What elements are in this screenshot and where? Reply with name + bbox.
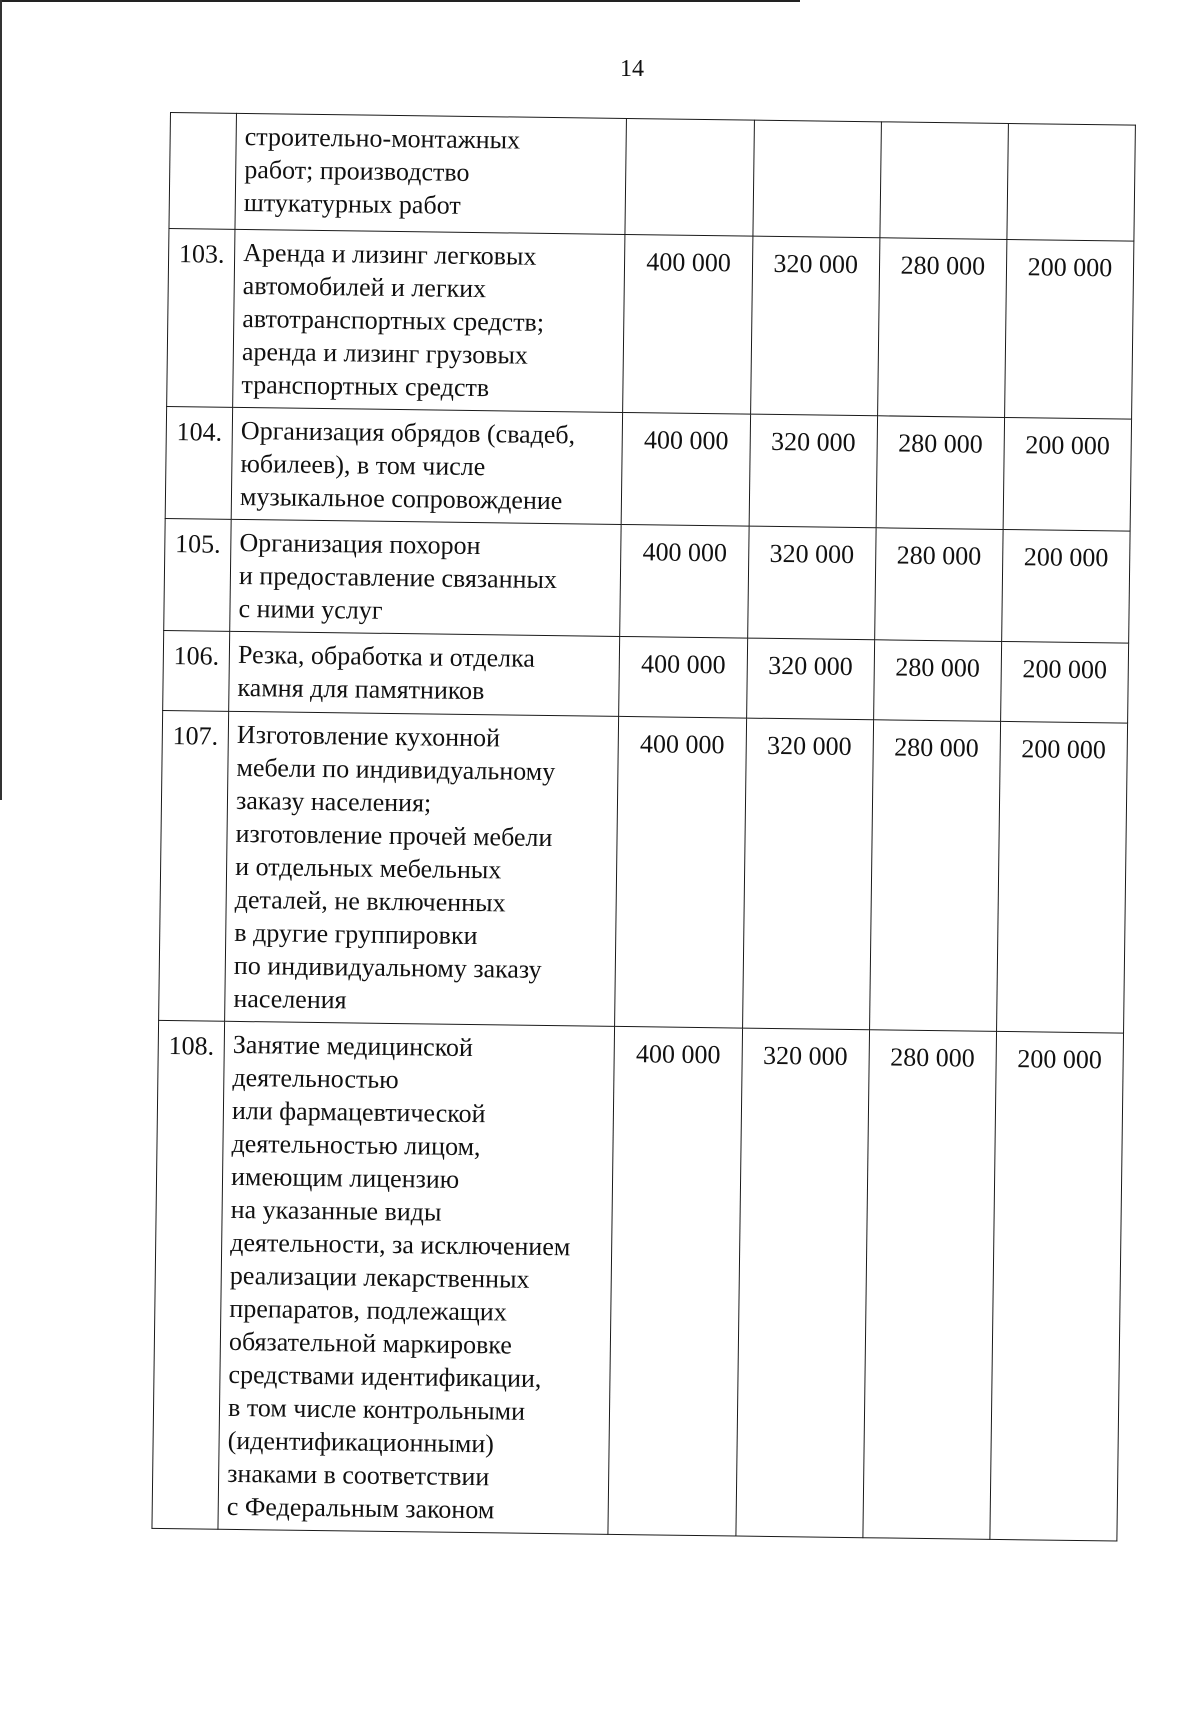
activity-description: Организация похорон и предоставление связанных с ними услуг <box>230 519 622 636</box>
row-number: 104. <box>165 406 233 519</box>
value-cell <box>753 120 882 238</box>
value-cell: 280 000 <box>876 416 1005 530</box>
row-number: 108. <box>152 1020 225 1529</box>
row-number: 103. <box>167 228 235 407</box>
table-row <box>163 630 1129 723</box>
value-cell: 320 000 <box>750 236 879 416</box>
activity-description: Организация обрядов (свадеб, юбилеев), в том числе музыкальное сопровождение <box>231 407 623 524</box>
value-cell: 200 000 <box>1000 641 1128 723</box>
table-row <box>169 113 1135 242</box>
row-number <box>169 113 237 230</box>
activity-description: Резка, обработка и отделка камня для памятников <box>229 631 620 716</box>
value-cell: 400 000 <box>619 636 747 718</box>
value-cell: 400 000 <box>620 524 749 638</box>
row-number: 107. <box>159 710 229 1021</box>
table-row <box>167 228 1134 419</box>
row-number: 105. <box>164 518 232 631</box>
value-cell: 200 000 <box>996 721 1127 1033</box>
value-cell: 280 000 <box>877 238 1006 418</box>
value-cell: 400 000 <box>622 412 751 526</box>
value-cell: 280 000 <box>863 1030 997 1540</box>
value-cell <box>625 118 754 236</box>
value-cell: 320 000 <box>742 718 873 1030</box>
value-cell: 320 000 <box>747 526 876 640</box>
activity-description: строительно-монтажных работ; производство штукатурных работ <box>235 113 627 234</box>
rates-table <box>151 112 1135 1542</box>
value-cell: 320 000 <box>746 638 874 720</box>
value-cell: 280 000 <box>869 720 1000 1032</box>
page-number: 14 <box>620 56 644 82</box>
scan-edge-left <box>0 0 2 800</box>
row-number: 106. <box>163 630 230 711</box>
activity-description: Занятие медицинской деятельностью или фармацевтической деятельностью лицом, имеющим лицензию на указанные виды деятельности, за исключением реализации лекарственных препаратов, подлежащих обязательной маркировке средствами идентификации, в том числе контрольными (идентификационными) знаками в соответствии с Федеральным законом <box>218 1021 615 1534</box>
value-cell: 280 000 <box>874 528 1003 642</box>
value-cell: 280 000 <box>873 640 1001 722</box>
table-row <box>164 518 1130 643</box>
value-cell: 400 000 <box>623 234 752 414</box>
value-cell: 400 000 <box>608 1026 742 1536</box>
value-cell: 200 000 <box>1004 239 1133 419</box>
value-cell: 320 000 <box>749 414 878 528</box>
table-row <box>152 1020 1124 1541</box>
activity-description: Аренда и лизинг легковых автомобилей и легких автотранспортных средств; аренда и лизинг грузовых транспортных средств <box>233 229 626 412</box>
rates-table-wrapper <box>151 112 1135 1542</box>
value-cell <box>880 122 1009 240</box>
activity-description: Изготовление кухонной мебели по индивидуальному заказу населения; изготовление прочей мебели и отдельных мебельных деталей, не включенных в другие группировки по индивидуальному заказу населения <box>225 711 619 1026</box>
scan-edge-top <box>0 0 800 2</box>
table-row <box>159 710 1128 1033</box>
value-cell <box>1007 123 1136 241</box>
value-cell: 200 000 <box>990 1031 1124 1541</box>
value-cell: 400 000 <box>615 716 746 1028</box>
value-cell: 200 000 <box>1003 417 1132 531</box>
value-cell: 320 000 <box>735 1028 869 1538</box>
table-row <box>165 406 1131 531</box>
value-cell: 200 000 <box>1001 529 1130 643</box>
